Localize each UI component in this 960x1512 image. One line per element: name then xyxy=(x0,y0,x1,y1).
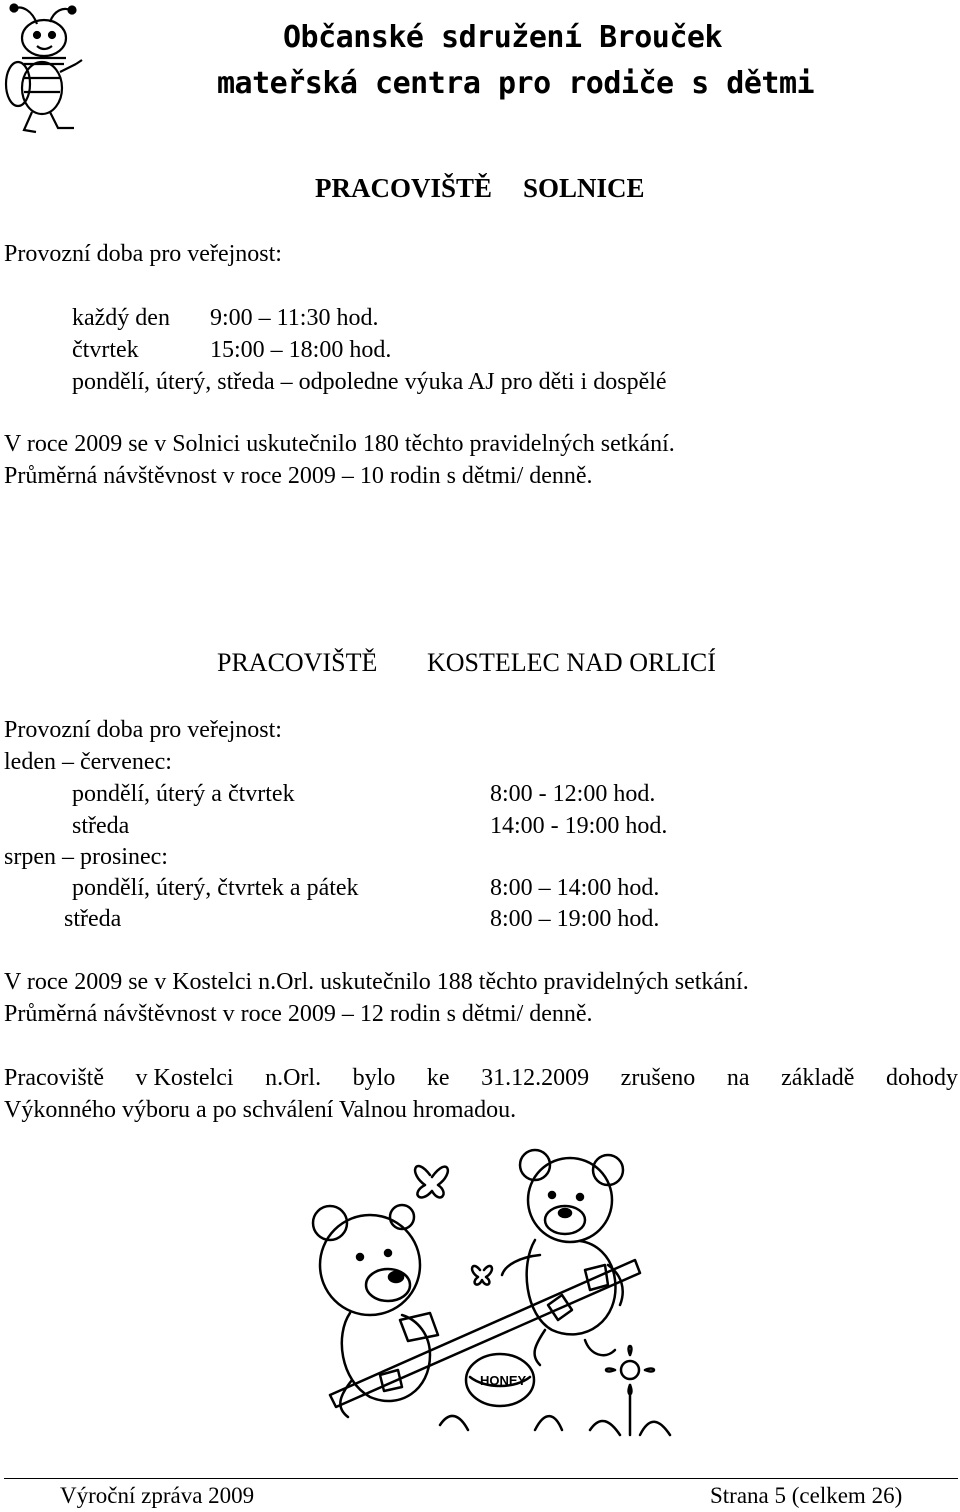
closing-word: n.Orl. xyxy=(265,1065,322,1091)
closing-word: v Kostelci xyxy=(135,1065,234,1091)
solnice-time: 9:00 – 11:30 hod. xyxy=(210,305,379,331)
closing-word: základě xyxy=(781,1065,855,1091)
closing-word: bylo xyxy=(352,1065,396,1091)
kostelec-summary-meetings: V roce 2009 se v Kostelci n.Orl. uskutečnilo 188 těchto pravidelných setkání. xyxy=(4,969,749,995)
closing-word: Pracoviště xyxy=(4,1065,104,1091)
org-title: Občanské sdružení Brouček xyxy=(283,20,723,55)
closing-word: 31.12.2009 xyxy=(481,1065,590,1091)
kostelec-period: leden – červenec: xyxy=(4,749,172,775)
kostelec-heading-name: KOSTELEC NAD ORLICÍ xyxy=(427,648,716,677)
kostelec-time: 14:00 - 19:00 hod. xyxy=(490,813,668,839)
solnice-day: čtvrtek xyxy=(72,337,139,363)
solnice-heading-name: SOLNICE xyxy=(523,173,645,203)
solnice-english-lessons: pondělí, úterý, středa – odpoledne výuka AJ pro děti i dospělé xyxy=(72,369,667,395)
teddy-bears-seesaw-illustration xyxy=(290,1145,680,1445)
solnice-day: každý den xyxy=(72,305,170,331)
solnice-summary-meetings: V roce 2009 se v Solnici uskutečnilo 180 těchto pravidelných setkání. xyxy=(4,431,675,457)
solnice-hours-label: Provozní doba pro veřejnost: xyxy=(4,241,282,267)
kostelec-period: srpen – prosinec: xyxy=(4,844,168,870)
kostelec-closing-line2: Výkonného výboru a po schválení Valnou hromadou. xyxy=(4,1097,517,1123)
footer-divider xyxy=(4,1478,958,1479)
kostelec-heading-label: PRACOVIŠTĚ xyxy=(217,648,378,677)
kostelec-day: středa xyxy=(64,906,122,932)
kostelec-closing-line1 xyxy=(4,1062,958,1094)
solnice-heading-label: PRACOVIŠTĚ xyxy=(315,173,493,203)
solnice-time: 15:00 – 18:00 hod. xyxy=(210,337,392,363)
kostelec-time: 8:00 - 12:00 hod. xyxy=(490,781,656,807)
kostelec-hours-label: Provozní doba pro veřejnost: xyxy=(4,717,282,743)
kostelec-day: pondělí, úterý, čtvrtek a pátek xyxy=(72,875,359,901)
kostelec-time: 8:00 – 14:00 hod. xyxy=(490,875,660,901)
closing-word: dohody xyxy=(885,1065,958,1091)
bee-logo-icon xyxy=(2,2,92,142)
solnice-summary-attendance: Průměrná návštěvnost v roce 2009 – 10 rodin s dětmi/ denně. xyxy=(4,463,593,489)
closing-word: na xyxy=(726,1065,750,1091)
kostelec-day: středa xyxy=(72,813,130,839)
kostelec-day: pondělí, úterý a čtvrtek xyxy=(72,781,295,807)
kostelec-summary-attendance: Průměrná návštěvnost v roce 2009 – 12 rodin s dětmi/ denně. xyxy=(4,1001,593,1027)
org-subtitle: mateřská centra pro rodiče s dětmi xyxy=(217,66,815,101)
footer-page-number: Strana 5 (celkem 26) xyxy=(710,1483,903,1508)
closing-word: zrušeno xyxy=(620,1065,696,1091)
kostelec-time: 8:00 – 19:00 hod. xyxy=(490,906,660,932)
honey-pot-label: HONEY xyxy=(480,1373,527,1388)
closing-word: ke xyxy=(426,1065,450,1091)
footer-report-title: Výroční zpráva 2009 xyxy=(60,1483,255,1508)
